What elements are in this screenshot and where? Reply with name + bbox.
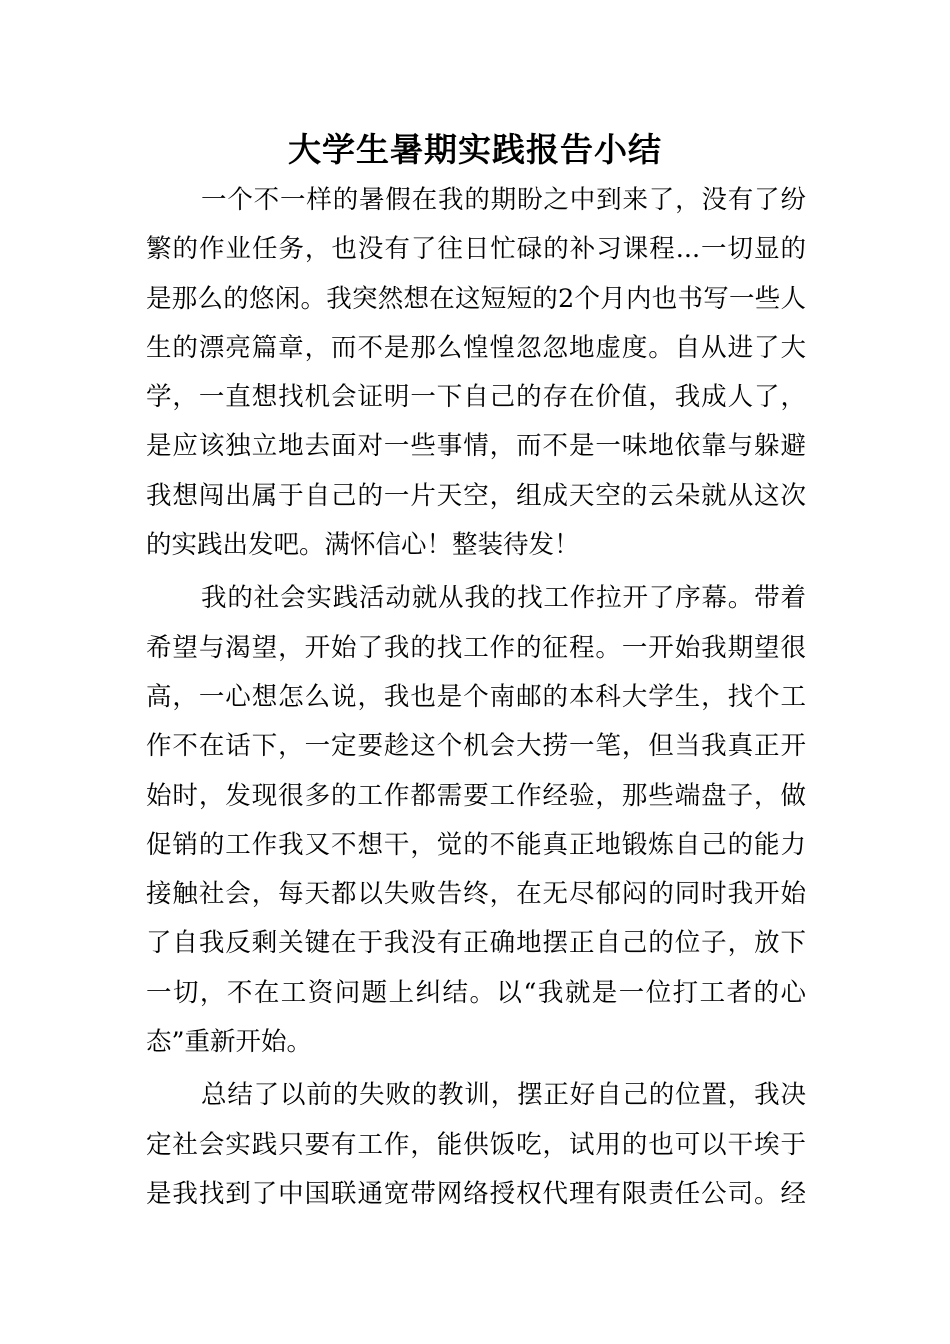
text-line: 总结了以前的失败的教训，摆正好自己的位置，我决	[201, 1080, 806, 1111]
text-line: 促销的工作我又不想干，觉的不能真正地锻炼自己的能力	[146, 829, 806, 860]
text-line: 繁的作业任务，也没有了往日忙碌的补习课程...一切显的	[146, 234, 806, 265]
text-line: 的实践出发吧。满怀信心！整装待发！	[146, 530, 580, 561]
paragraph-1	[146, 176, 806, 570]
paragraph-2	[146, 574, 806, 1067]
text-line: 我的社会实践活动就从我的找工作拉开了序幕。带着	[201, 583, 806, 614]
text-line: 了自我反剩关键在于我没有正确地摆正自己的位子，放下	[146, 928, 806, 959]
text-line: 一个不一样的暑假在我的期盼之中到来了，没有了纷	[201, 185, 806, 215]
text-line: 是应该独立地去面对一些事情，而不是一味地依靠与躲避	[146, 431, 806, 462]
text-line: 学，一直想找机会证明一下自己的存在价值，我成人了，	[146, 382, 806, 413]
text-line: 接触社会，每天都以失败告终，在无尽郁闷的同时我开始	[146, 879, 806, 910]
text-line: 一切，不在工资问题上纠结。以“我就是一位打工者的心	[146, 977, 806, 1008]
text-line: 态”重新开始。	[146, 1027, 313, 1058]
text-line: 我想闯出属于自己的一片天空，组成天空的云朵就从这次	[146, 480, 806, 511]
text-line: 生的漂亮篇章，而不是那么惶惶忽忽地虚度。自从进了大	[146, 332, 806, 363]
text-line: 是我找到了中国联通宽带网络授权代理有限责任公司。经	[146, 1178, 806, 1209]
text-line: 定社会实践只要有工作，能供饭吃，试用的也可以干埃于	[146, 1129, 806, 1160]
text-line: 希望与渴望，开始了我的找工作的征程。一开始我期望很	[146, 632, 806, 663]
text-line: 高，一心想怎么说，我也是个南邮的本科大学生，找个工	[146, 681, 806, 712]
text-line: 是那么的悠闲。我突然想在这短短的2个月内也书写一些人	[146, 283, 806, 314]
document-title: 大学生暑期实践报告小结	[288, 130, 662, 169]
paragraph-3	[146, 1071, 806, 1219]
text-line: 始时，发现很多的工作都需要工作经验，那些端盘子，做	[146, 780, 806, 811]
text-line: 作不在话下，一定要趁这个机会大捞一笔，但当我真正开	[146, 731, 806, 762]
document-body	[146, 176, 806, 1219]
